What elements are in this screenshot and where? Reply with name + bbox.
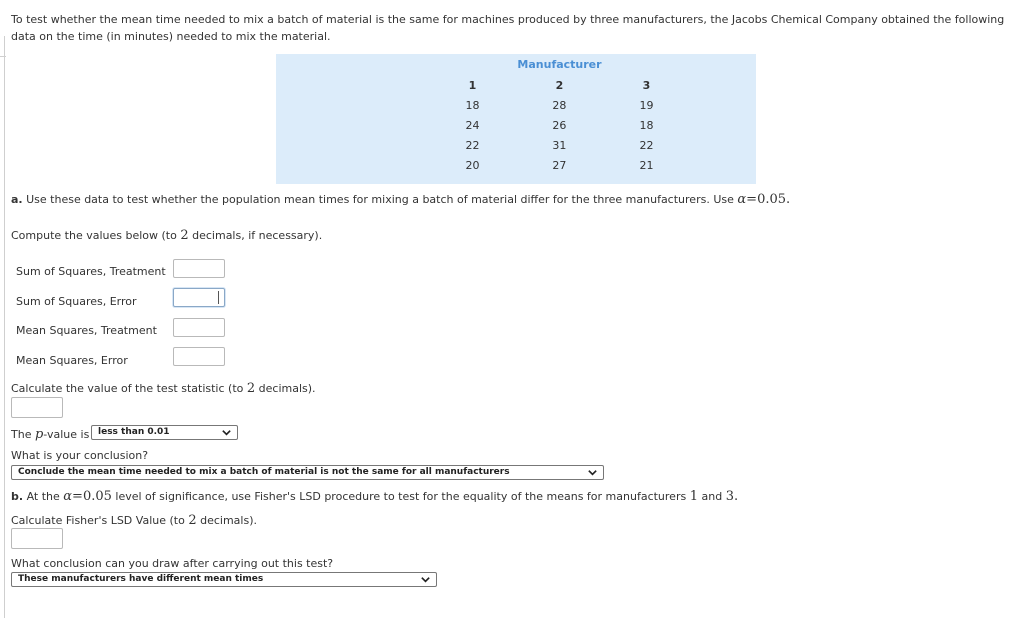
manufacturer-3: 3 [725,489,734,504]
lsd-decimals: 2 [188,513,197,528]
lsd-prefix: Calculate Fisher's LSD Value (to [11,514,185,527]
ms-treatment-label: Mean Squares, Treatment [16,324,157,337]
alpha-value: 0.05 [82,489,112,504]
ms-error-label: Mean Squares, Error [16,354,128,367]
part-b-label: b. [11,490,24,503]
table-cell: 31 [552,139,567,152]
compute-instruction [11,228,322,243]
table-cell: 18 [465,99,480,112]
test-statistic-decimals: 2 [246,381,256,396]
part-a-text: Use these data to test whether the population mean times for mixing a batch of material differ for the three manufacturers. Use [26,193,734,206]
table-row [276,96,756,116]
conclusion-question: What is your conclusion? [11,449,149,462]
table-row [276,116,756,136]
table-cell: 20 [465,159,480,172]
compute-prefix: Compute the values below (to [11,229,177,242]
manufacturer-header: Manufacturer [517,58,602,71]
table-cell: 24 [465,119,480,132]
chevron-down-icon [221,427,232,438]
table-cell: 19 [639,99,654,112]
ss-treatment-input[interactable] [173,259,225,278]
table-cell: 27 [552,159,567,172]
equals-sign: = [72,489,83,504]
column-header-2: 2 [555,79,564,92]
data-table [276,54,756,184]
conclusion-select[interactable] [11,465,604,480]
column-header-3: 3 [642,79,651,92]
lsd-suffix: decimals). [200,514,257,527]
lsd-instruction [11,513,257,528]
left-rule [4,36,5,618]
equals-sign: = [746,192,758,207]
p-symbol: p [34,427,44,442]
table-cell: 21 [639,159,654,172]
chevron-down-icon [587,467,598,478]
p-value-prefix: The [11,428,32,441]
final-conclusion-selected: These manufacturers have different mean times [18,574,264,584]
ms-error-input[interactable] [173,347,225,366]
table-cell: 22 [639,139,654,152]
table-cell: 28 [552,99,567,112]
table-row [276,136,756,156]
p-value-select[interactable] [91,425,238,440]
test-statistic-prefix: Calculate the value of the test statistic (to [11,382,244,395]
test-statistic-input[interactable] [11,397,63,418]
part-b-question [11,489,738,504]
compute-suffix: decimals, if necessary). [192,229,323,242]
period: . [786,192,791,207]
alpha-value: 0.05 [757,192,787,207]
ss-error-label: Sum of Squares, Error [16,295,137,308]
alpha-symbol: α [737,192,747,207]
test-statistic-suffix: decimals). [258,382,316,395]
final-question: What conclusion can you draw after carrying out this test? [11,557,334,570]
chevron-down-icon [420,574,431,585]
table-cell: 18 [639,119,654,132]
p-value-line [11,427,89,442]
alpha-symbol: α [63,489,73,504]
manufacturer-1: 1 [689,489,698,504]
table-row [276,156,756,176]
table-cell: 26 [552,119,567,132]
problem-intro: To test whether the mean time needed to mix a batch of material is the same for machines produced by three manufacturers, the Jacobs Chemical Company obtained the following data on the time (in minutes) needed to mix the material. [11,13,1005,43]
test-statistic-instruction [11,381,316,396]
part-a-question [11,192,790,207]
p-value-suffix: -value is [43,428,90,441]
part-a-label: a. [11,193,23,206]
part-b-text2: level of significance, use Fisher's LSD procedure to test for the equality of the means for manufacturers [115,490,687,503]
conclusion-selected: Conclude the mean time needed to mix a batch of material is not the same for all manufacturers [18,467,510,477]
column-header-1: 1 [468,79,477,92]
left-tick [0,56,6,57]
p-value-selected: less than 0.01 [98,427,170,437]
final-conclusion-select[interactable] [11,572,437,587]
text-cursor [218,291,219,304]
ss-treatment-label: Sum of Squares, Treatment [16,265,166,278]
compute-decimals: 2 [180,228,189,243]
table-cell: 22 [465,139,480,152]
period: . [733,489,739,504]
ms-treatment-input[interactable] [173,318,225,337]
part-b-text1: At the [26,490,60,503]
lsd-input[interactable] [11,528,63,549]
and-word: and [701,490,723,503]
